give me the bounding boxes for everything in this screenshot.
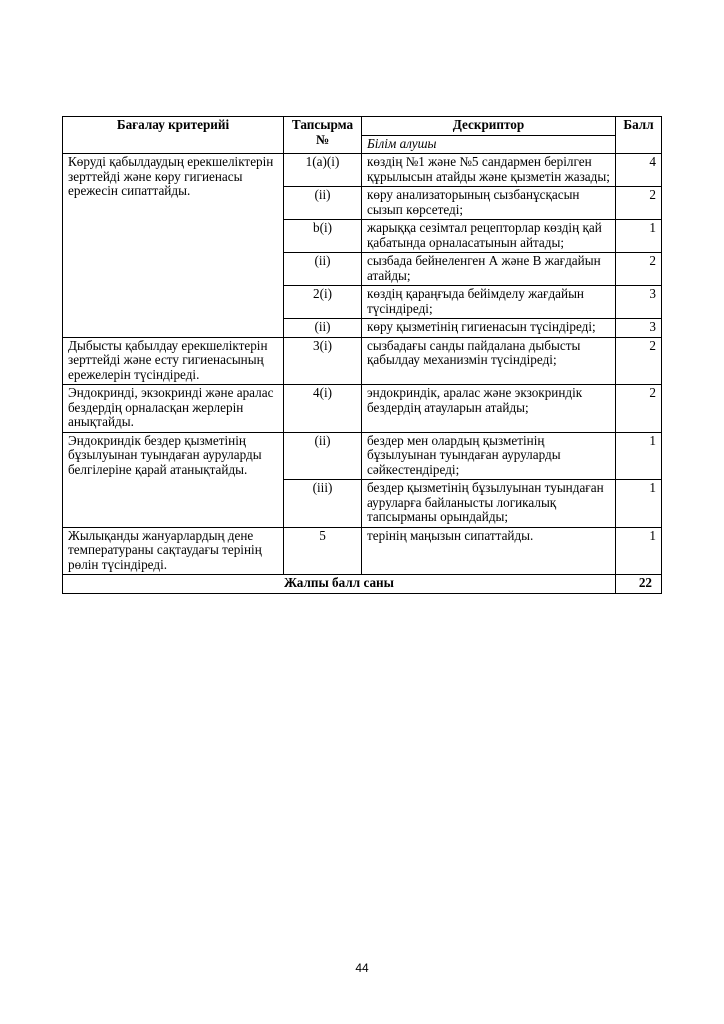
criterion-cell: Дыбысты қабылдау ерекшеліктерін зерттейді және есту гигиенасының ережелерін түсіндіреді. (63, 337, 284, 385)
task-header-line2: № (315, 131, 330, 147)
total-row (63, 575, 662, 594)
criterion-cell: Эндокринді, экзокринді және аралас бездердің орналасқан жерлерін анықтайды. (63, 385, 284, 433)
task-header-line1: Тапсырма (291, 117, 354, 132)
score-cell: 4 (616, 154, 662, 187)
score-cell: 3 (616, 286, 662, 319)
criterion-cell: Көруді қабылдаудың ерекшеліктерін зерттейді және көру гигиенасы ережесін сипаттайды. (63, 154, 284, 338)
task-header (284, 117, 362, 154)
score-cell: 1 (616, 527, 662, 575)
total-score: 22 (616, 575, 662, 594)
score-cell: 2 (616, 253, 662, 286)
table-row (63, 154, 662, 187)
criteria-header: Бағалау критерийі (63, 117, 284, 154)
table-row (63, 432, 662, 480)
task-cell: 5 (284, 527, 362, 575)
page-number: 44 (355, 961, 369, 975)
task-cell: (ii) (284, 432, 362, 480)
task-cell: 3(i) (284, 337, 362, 385)
task-cell: (ii) (284, 319, 362, 338)
task-cell: 4(i) (284, 385, 362, 433)
task-cell: (iii) (284, 480, 362, 528)
score-cell: 1 (616, 432, 662, 480)
criterion-cell: Жылықанды жануарлардың дене температураны сақтаудағы терінің рөлін түсіндіреді. (63, 527, 284, 575)
task-cell: (ii) (284, 253, 362, 286)
score-header: Балл (616, 117, 662, 154)
total-label: Жалпы балл саны (63, 575, 616, 594)
descriptor-cell: бездер мен олардың қызметінің бұзылуынан туындаған ауруларды сәйкестендіреді; (362, 432, 616, 480)
table-header-row (63, 117, 662, 136)
task-cell: 2(i) (284, 286, 362, 319)
descriptor-cell: эндокриндік, аралас және экзокриндік бездердің атауларын атайды; (362, 385, 616, 433)
descriptor-cell: сызбада бейнеленген А және В жағдайын атайды; (362, 253, 616, 286)
score-cell: 2 (616, 187, 662, 220)
descriptor-cell: көздің №1 және №5 сандармен берілген құрылысын атайды және қызметін жазады; (362, 154, 616, 187)
task-cell: (ii) (284, 187, 362, 220)
descriptor-cell: көздің қараңғыда бейімделу жағдайын түсіндіреді; (362, 286, 616, 319)
score-cell: 2 (616, 385, 662, 433)
descriptor-cell: бездер қызметінің бұзылуынан туындаған ауруларға байланысты логикалық тапсырманы орындайды; (362, 480, 616, 528)
descriptor-cell: көру анализаторының сызбанұсқасын сызып көрсетеді; (362, 187, 616, 220)
score-cell: 1 (616, 480, 662, 528)
score-cell: 2 (616, 337, 662, 385)
score-cell: 3 (616, 319, 662, 338)
descriptor-cell: көру қызметінің гигиенасын түсіндіреді; (362, 319, 616, 338)
descriptor-cell: терінің маңызын сипаттайды. (362, 527, 616, 575)
assessment-table (62, 116, 662, 594)
task-cell: 1(a)(i) (284, 154, 362, 187)
descriptor-cell: сызбадағы санды пайдалана дыбысты қабылдау механизмін түсіндіреді; (362, 337, 616, 385)
table-row (63, 527, 662, 575)
table-row (63, 385, 662, 433)
criterion-cell: Эндокриндік бездер қызметінің бұзылуынан туындаған ауруларды белгілеріне қарай атанықтайды. (63, 432, 284, 527)
task-cell: b(i) (284, 220, 362, 253)
descriptor-header: Дескриптор (362, 117, 616, 136)
descriptor-subheader: Білім алушы (362, 135, 616, 154)
table-row (63, 337, 662, 385)
descriptor-cell: жарыққа сезімтал рецепторлар көздің қай қабатында орналасатынын айтады; (362, 220, 616, 253)
score-cell: 1 (616, 220, 662, 253)
